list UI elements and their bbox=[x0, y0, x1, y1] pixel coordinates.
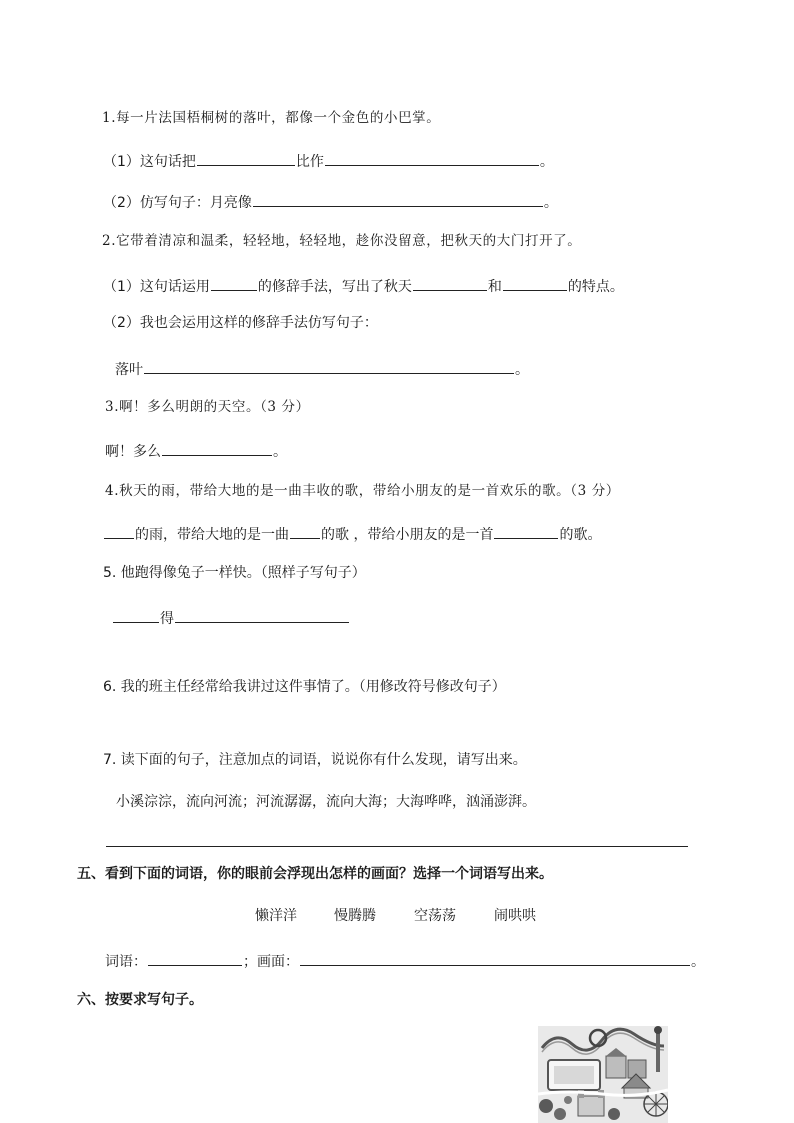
amusement-park-illustration bbox=[538, 1026, 668, 1123]
q5-stem: 5. 他跑得像兔子一样快。（照样子写句子） bbox=[103, 565, 366, 581]
q4-text-b: 的歌 ，带给小朋友的是一首 bbox=[321, 527, 494, 543]
q1-part2-end: 。 bbox=[543, 195, 558, 211]
q2-blank-3[interactable] bbox=[503, 276, 567, 291]
q3-stem: 3.啊！多么明朗的天空。（3 分） bbox=[105, 399, 310, 415]
section5-answer-end: 。 bbox=[691, 954, 705, 970]
q7-answer-line[interactable] bbox=[106, 846, 688, 847]
q2-blank-4[interactable] bbox=[144, 359, 514, 374]
q5-de: 得 bbox=[160, 611, 174, 627]
section5-answer bbox=[105, 951, 705, 969]
q2-part3-end: 。 bbox=[515, 362, 529, 378]
q1-part1-text-b: 比作 bbox=[295, 154, 324, 170]
section5-word-3: 空荡荡 bbox=[414, 908, 456, 924]
section5-word-blank[interactable] bbox=[148, 951, 242, 966]
q1-stem: 1.每一片法国梧桐树的落叶，都像一个金色的小巴掌。 bbox=[102, 110, 441, 126]
q2-part1-text-a: （1）这句话运用 bbox=[103, 279, 210, 295]
q5-answer bbox=[112, 608, 350, 626]
q1-part1 bbox=[103, 151, 554, 169]
q2-stem: 2.它带着清凉和温柔，轻轻地，轻轻地，趁你没留意，把秋天的大门打开了。 bbox=[102, 233, 582, 249]
section5-word-label: 词语： bbox=[105, 954, 147, 970]
q5-blank-1[interactable] bbox=[113, 608, 159, 623]
q2-part1-text-b: 的修辞手法，写出了秋天 bbox=[257, 279, 412, 295]
section6-title: 六、按要求写句子。 bbox=[77, 992, 203, 1008]
q3-answer-text: 啊！多么 bbox=[105, 444, 161, 460]
section5-word-4: 闹哄哄 bbox=[494, 908, 536, 924]
q4-blank-3[interactable] bbox=[494, 524, 558, 539]
section5-word-2: 慢腾腾 bbox=[334, 908, 376, 924]
q4-text-c: 的歌。 bbox=[559, 527, 602, 543]
q7-text: 小溪淙淙，流向河流；河流潺潺，流向大海；大海哗哗，汹涌澎湃。 bbox=[116, 794, 536, 810]
section5-title: 五、看到下面的词语，你的眼前会浮现出怎样的画面？选择一个词语写出来。 bbox=[77, 866, 553, 882]
section5-scene-blank[interactable] bbox=[300, 951, 690, 966]
q1-part2 bbox=[103, 192, 558, 210]
q7-stem: 7. 读下面的句子，注意加点的词语，说说你有什么发现，请写出来。 bbox=[103, 752, 527, 768]
q1-blank-1[interactable] bbox=[197, 151, 295, 166]
q3-blank[interactable] bbox=[162, 441, 272, 456]
q2-blank-2[interactable] bbox=[413, 276, 487, 291]
q2-blank-1[interactable] bbox=[211, 276, 257, 291]
q1-blank-3[interactable] bbox=[253, 192, 543, 207]
q1-blank-2[interactable] bbox=[325, 151, 539, 166]
q2-part1-text-d: 的特点。 bbox=[567, 279, 624, 295]
q3-answer bbox=[105, 441, 287, 459]
q5-blank-2[interactable] bbox=[175, 608, 349, 623]
q1-part1-text-a: （1）这句话把 bbox=[103, 154, 196, 170]
q4-blank-2[interactable] bbox=[290, 524, 320, 539]
q2-part3 bbox=[115, 359, 529, 377]
q1-part2-text: （2）仿写句子：月亮像 bbox=[103, 195, 252, 211]
section5-word-1: 懒洋洋 bbox=[255, 908, 297, 924]
q2-part1 bbox=[103, 276, 624, 294]
q6-stem: 6. 我的班主任经常给我讲过这件事情了。（用修改符号修改句子） bbox=[103, 679, 506, 695]
q2-part2: （2）我也会运用这样的修辞手法仿写句子： bbox=[103, 315, 378, 331]
q3-answer-end: 。 bbox=[273, 444, 287, 460]
q4-text-a: 的雨，带给大地的是一曲 bbox=[135, 527, 289, 543]
q1-part1-end: 。 bbox=[539, 154, 554, 170]
q4-stem: 4.秋天的雨，带给大地的是一曲丰收的歌，带给小朋友的是一首欢乐的歌。（3 分） bbox=[105, 483, 620, 499]
section5-scene-label: ；画面： bbox=[243, 954, 299, 970]
q2-part1-text-c: 和 bbox=[487, 279, 502, 295]
q4-answer bbox=[103, 524, 601, 542]
q4-blank-1[interactable] bbox=[104, 524, 134, 539]
q2-part3-text: 落叶 bbox=[115, 362, 143, 378]
